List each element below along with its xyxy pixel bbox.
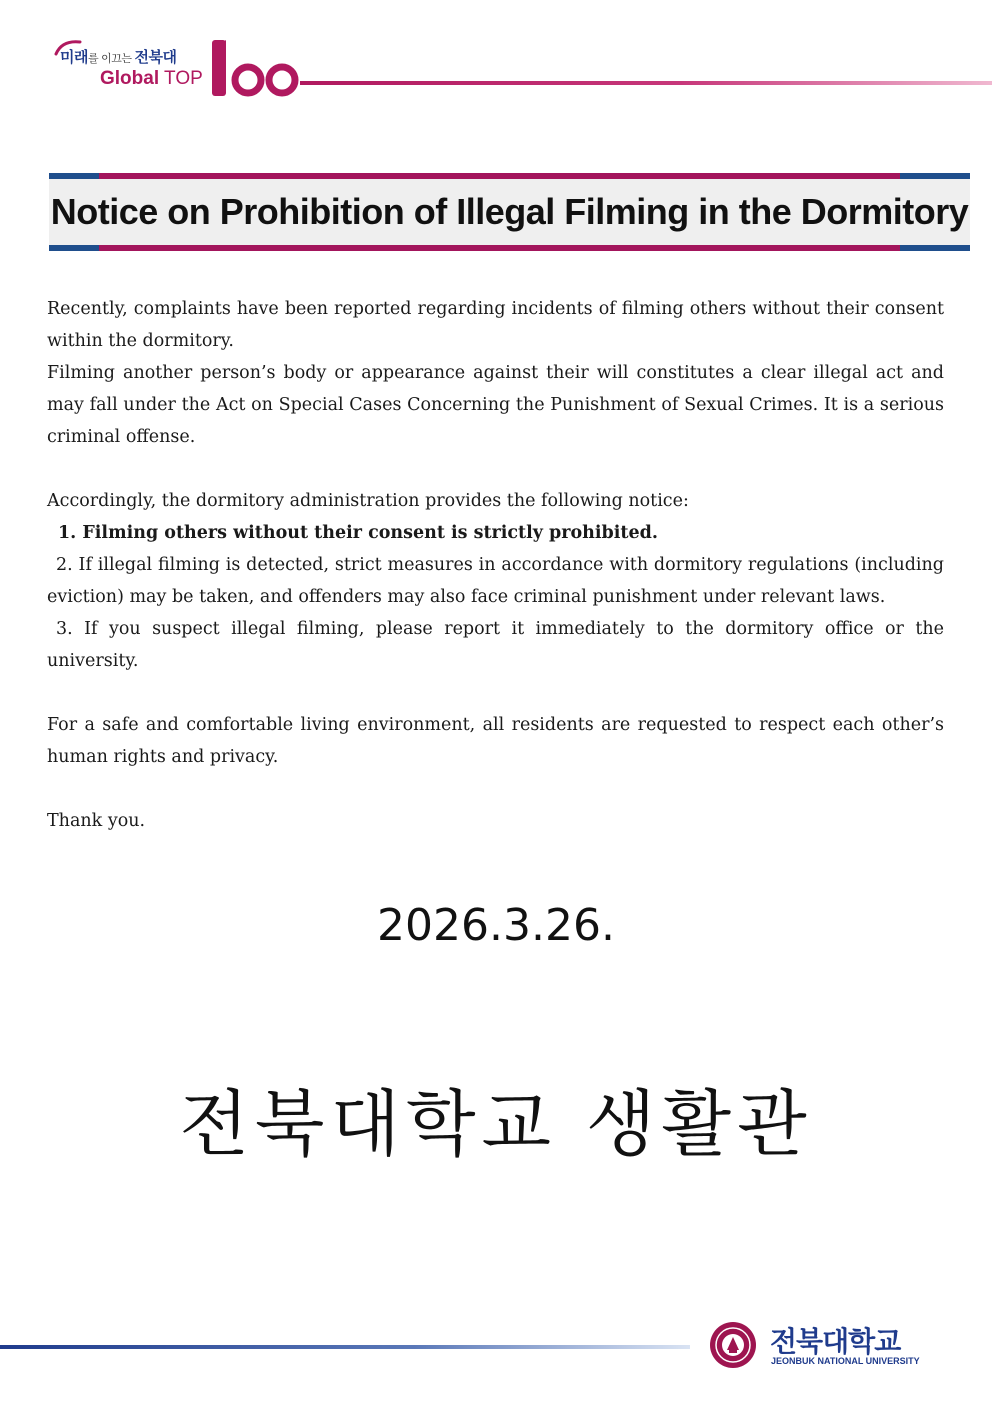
banner-bottom-bar [49, 245, 970, 251]
university-seal-icon [708, 1320, 758, 1370]
footer-university-name-en: JEONBUK NATIONAL UNIVERSITY [771, 1356, 920, 1366]
header-divider [300, 81, 992, 85]
logo-tagline-part3: 전북대 [134, 48, 177, 66]
logo-top: TOP [159, 68, 203, 89]
paragraph-closing: For a safe and comfortable living environment, all residents are requested to respect each other’s human rights and privacy. [47, 715, 944, 767]
footer-logo [708, 1320, 938, 1372]
title-banner [49, 173, 970, 251]
logo-100-mark [210, 36, 310, 98]
logo-tagline [60, 46, 176, 67]
paragraph-complaints: Recently, complaints have been reported regarding incidents of filming others without their consent within the dormitory. [47, 299, 944, 351]
list-item-3: 3. If you suspect illegal filming, please report it immediately to the dormitory office or the university. [47, 619, 944, 671]
footer-divider [0, 1345, 690, 1349]
list-item-1: 1. Filming others without their consent is strictly prohibited. [58, 523, 658, 543]
page-title: Notice on Prohibition of Illegal Filming in the Dormitory [50, 191, 969, 232]
notice-body [47, 293, 944, 837]
logo-tagline-part2: 를 이끄는 [87, 52, 135, 65]
list-item-2: 2. If illegal filming is detected, strict measures in accordance with dormitory regulations (including eviction) may be taken, and offenders may also face criminal punishment under relevant laws. [47, 555, 944, 607]
logo-global-top [100, 68, 203, 90]
paragraph-thanks: Thank you. [47, 811, 146, 831]
footer-university-name-kr: 전북대학교 [770, 1325, 901, 1358]
logo-number-text: 100 [210, 36, 212, 37]
logo-tagline-part1: 미래 [60, 48, 88, 66]
paragraph-intro: Accordingly, the dormitory administration provides the following notice: [47, 491, 689, 511]
header-logo [52, 36, 312, 100]
notice-date: 2026.3.26. [377, 900, 615, 951]
paragraph-illegal-act: Filming another person’s body or appearance against their will constitutes a clear illegal act and may fall under the Act on Special Cases Concerning the Punishment of Sexual Crimes. It is a serious criminal offense. [47, 363, 944, 447]
logo-global: Global [100, 68, 160, 89]
issuing-organization: 전북대학교 생활관 [179, 1082, 813, 1166]
